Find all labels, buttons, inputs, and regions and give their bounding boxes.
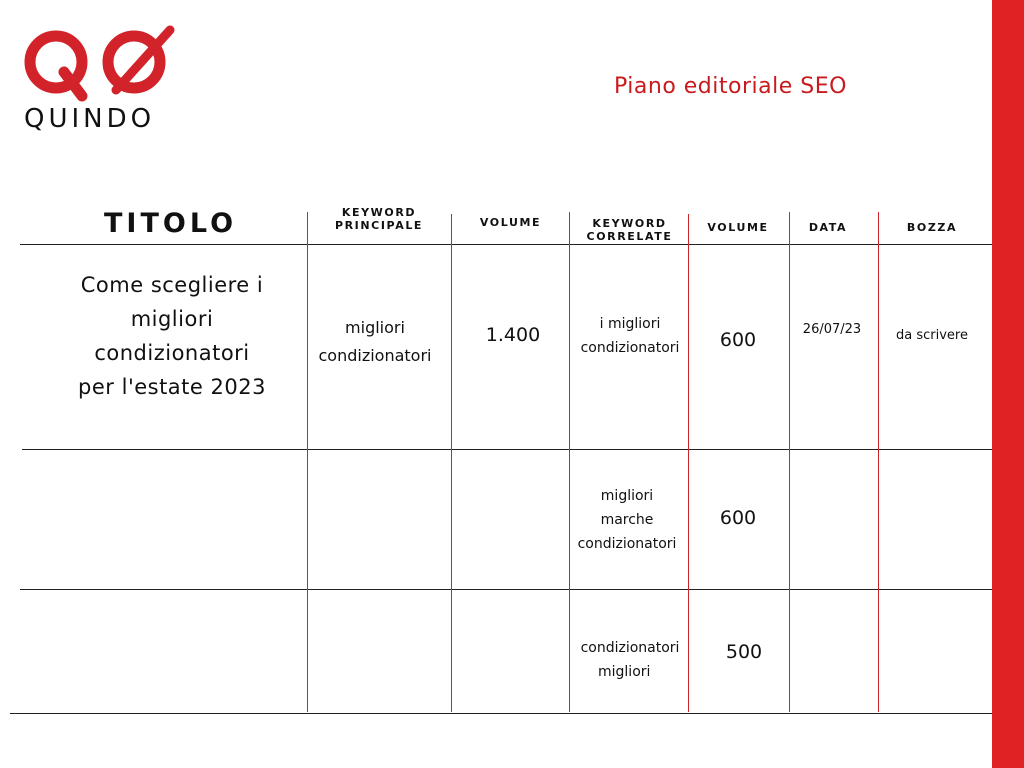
row-divider xyxy=(22,449,992,450)
row1-keyword-principale xyxy=(308,314,442,370)
row1-bozza: da scrivere xyxy=(896,328,968,343)
row-divider xyxy=(20,589,992,590)
right-accent-bar xyxy=(992,0,1024,768)
header-bozza: BOZZA xyxy=(906,221,958,234)
row2-keyword-correlate-line: migliori xyxy=(600,488,654,504)
column-divider xyxy=(878,212,879,712)
row1-volume-correlate: 600 xyxy=(719,329,757,351)
header-data: DATA xyxy=(808,221,848,234)
logo-wordmark: QUINDO xyxy=(24,104,156,134)
row1-data: 26/07/23 xyxy=(802,322,862,337)
row1-titolo xyxy=(50,268,294,404)
row1-keyword-correlate-line: i migliori xyxy=(599,316,661,332)
header-volume-correlate: VOLUME xyxy=(707,221,769,234)
row1-titolo-line: condizionatori xyxy=(94,341,250,365)
row1-keyword-principale-line: migliori xyxy=(345,318,405,337)
row1-titolo-line: Come scegliere i xyxy=(80,273,264,297)
row2-keyword-correlate xyxy=(568,484,686,556)
row2-keyword-correlate-line: condizionatori xyxy=(577,536,677,552)
row1-keyword-correlate-line: condizionatori xyxy=(580,340,680,356)
header-titolo: TITOLO xyxy=(104,208,238,239)
row1-titolo-line: per l'estate 2023 xyxy=(78,375,266,399)
header-keyword-correlate-line1: KEYWORD xyxy=(592,217,667,230)
row1-titolo-line: migliori xyxy=(130,307,214,331)
document-title: Piano editoriale SEO xyxy=(614,74,847,99)
column-divider xyxy=(451,214,452,712)
header-keyword-principale-line2: PRINCIPALE xyxy=(334,219,424,232)
column-divider xyxy=(307,212,308,712)
column-divider xyxy=(789,212,790,712)
row1-keyword-principale-line: condizionatori xyxy=(318,346,432,365)
header-keyword-correlate-line2: CORRELATE xyxy=(586,230,673,243)
row1-volume: 1.400 xyxy=(485,324,541,346)
header-keyword-principale-line1: KEYWORD xyxy=(341,206,417,219)
table-bottom-border xyxy=(10,713,992,714)
row2-volume-correlate: 600 xyxy=(719,507,757,529)
header-volume: VOLUME xyxy=(479,216,542,229)
header-keyword-correlate xyxy=(571,217,688,243)
header-keyword-principale xyxy=(312,206,446,232)
row3-keyword-correlate xyxy=(570,636,690,684)
header-divider xyxy=(20,244,992,245)
row2-keyword-correlate-line: marche xyxy=(600,512,654,528)
row3-keyword-correlate-line: migliori xyxy=(598,664,651,680)
row1-keyword-correlate xyxy=(572,312,688,360)
row3-keyword-correlate-line: condizionatori xyxy=(580,640,680,656)
row3-volume-correlate: 500 xyxy=(725,641,763,663)
